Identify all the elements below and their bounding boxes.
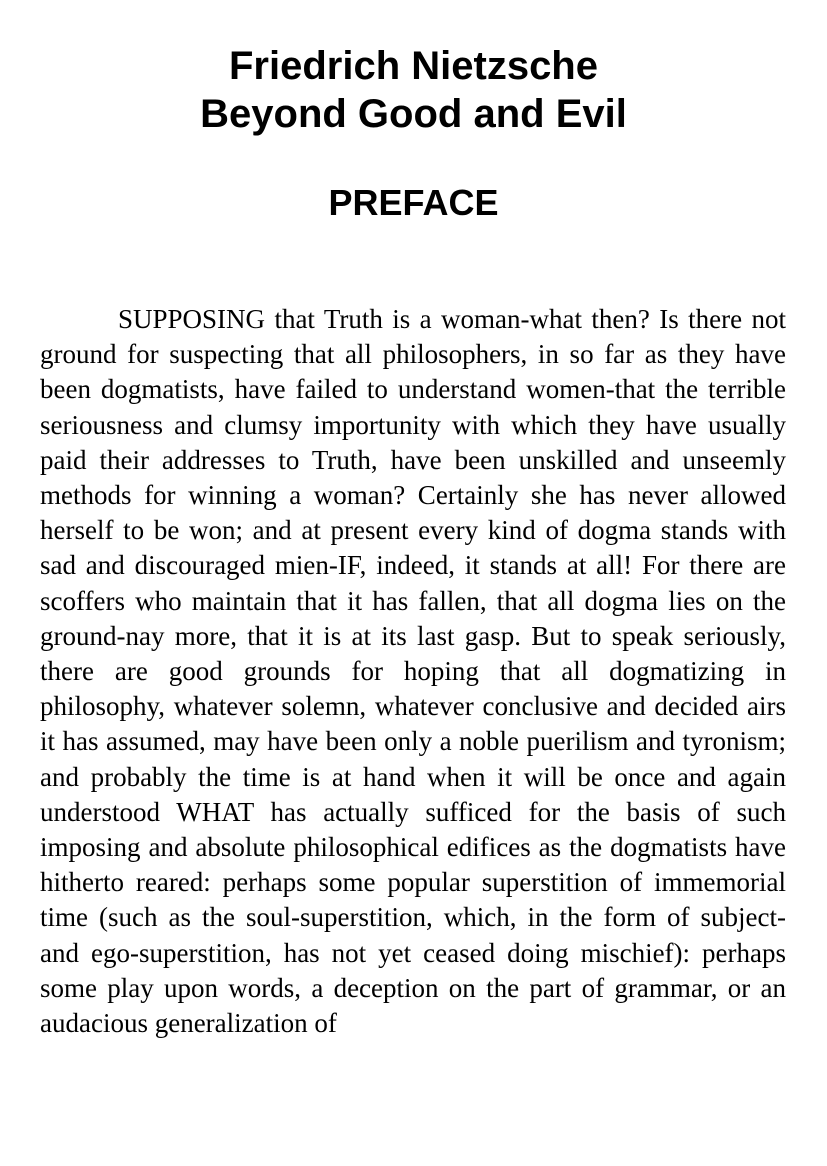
title-block <box>0 42 827 138</box>
author-name: Friedrich Nietzsche <box>228 44 598 88</box>
section-heading: PREFACE <box>328 182 499 223</box>
body-paragraph: SUPPOSING that Truth is a woman-what then? Is there not ground for suspecting that all philosophers, in so far as they have been dogmatists, have failed to understand women-that the terrible seriousness and clumsy importunity with which they have usually paid their addresses to Truth, have been unskilled and unseemly methods for winning a woman? Certainly she has never allowed herself to be won; and at present every kind of dogma stands with sad and discouraged mien-IF, indeed, it stands at all! For there are scoffers who maintain that it has fallen, that all dogma lies on the ground-nay more, that it is at its last gasp. But to speak seriously, there are good grounds for hoping that all dogmatizing in philosophy, whatever solemn, whatever conclusive and decided airs it has assumed, may have been only a noble puerilism and tyronism; and probably the time is at hand when it will be once and again understood WHAT has actually sufficed for the basis of such imposing and absolute philosophical edifices as the dogmatists have hitherto reared: perhaps some popular superstition of immemorial time (such as the soul-superstition, which, in the form of subject- and ego-superstition, has not yet ceased doing mischief): perhaps some play upon words, a deception on the part of grammar, or an audacious generalization of <box>40 304 786 1039</box>
book-title: Beyond Good and Evil <box>200 92 627 136</box>
